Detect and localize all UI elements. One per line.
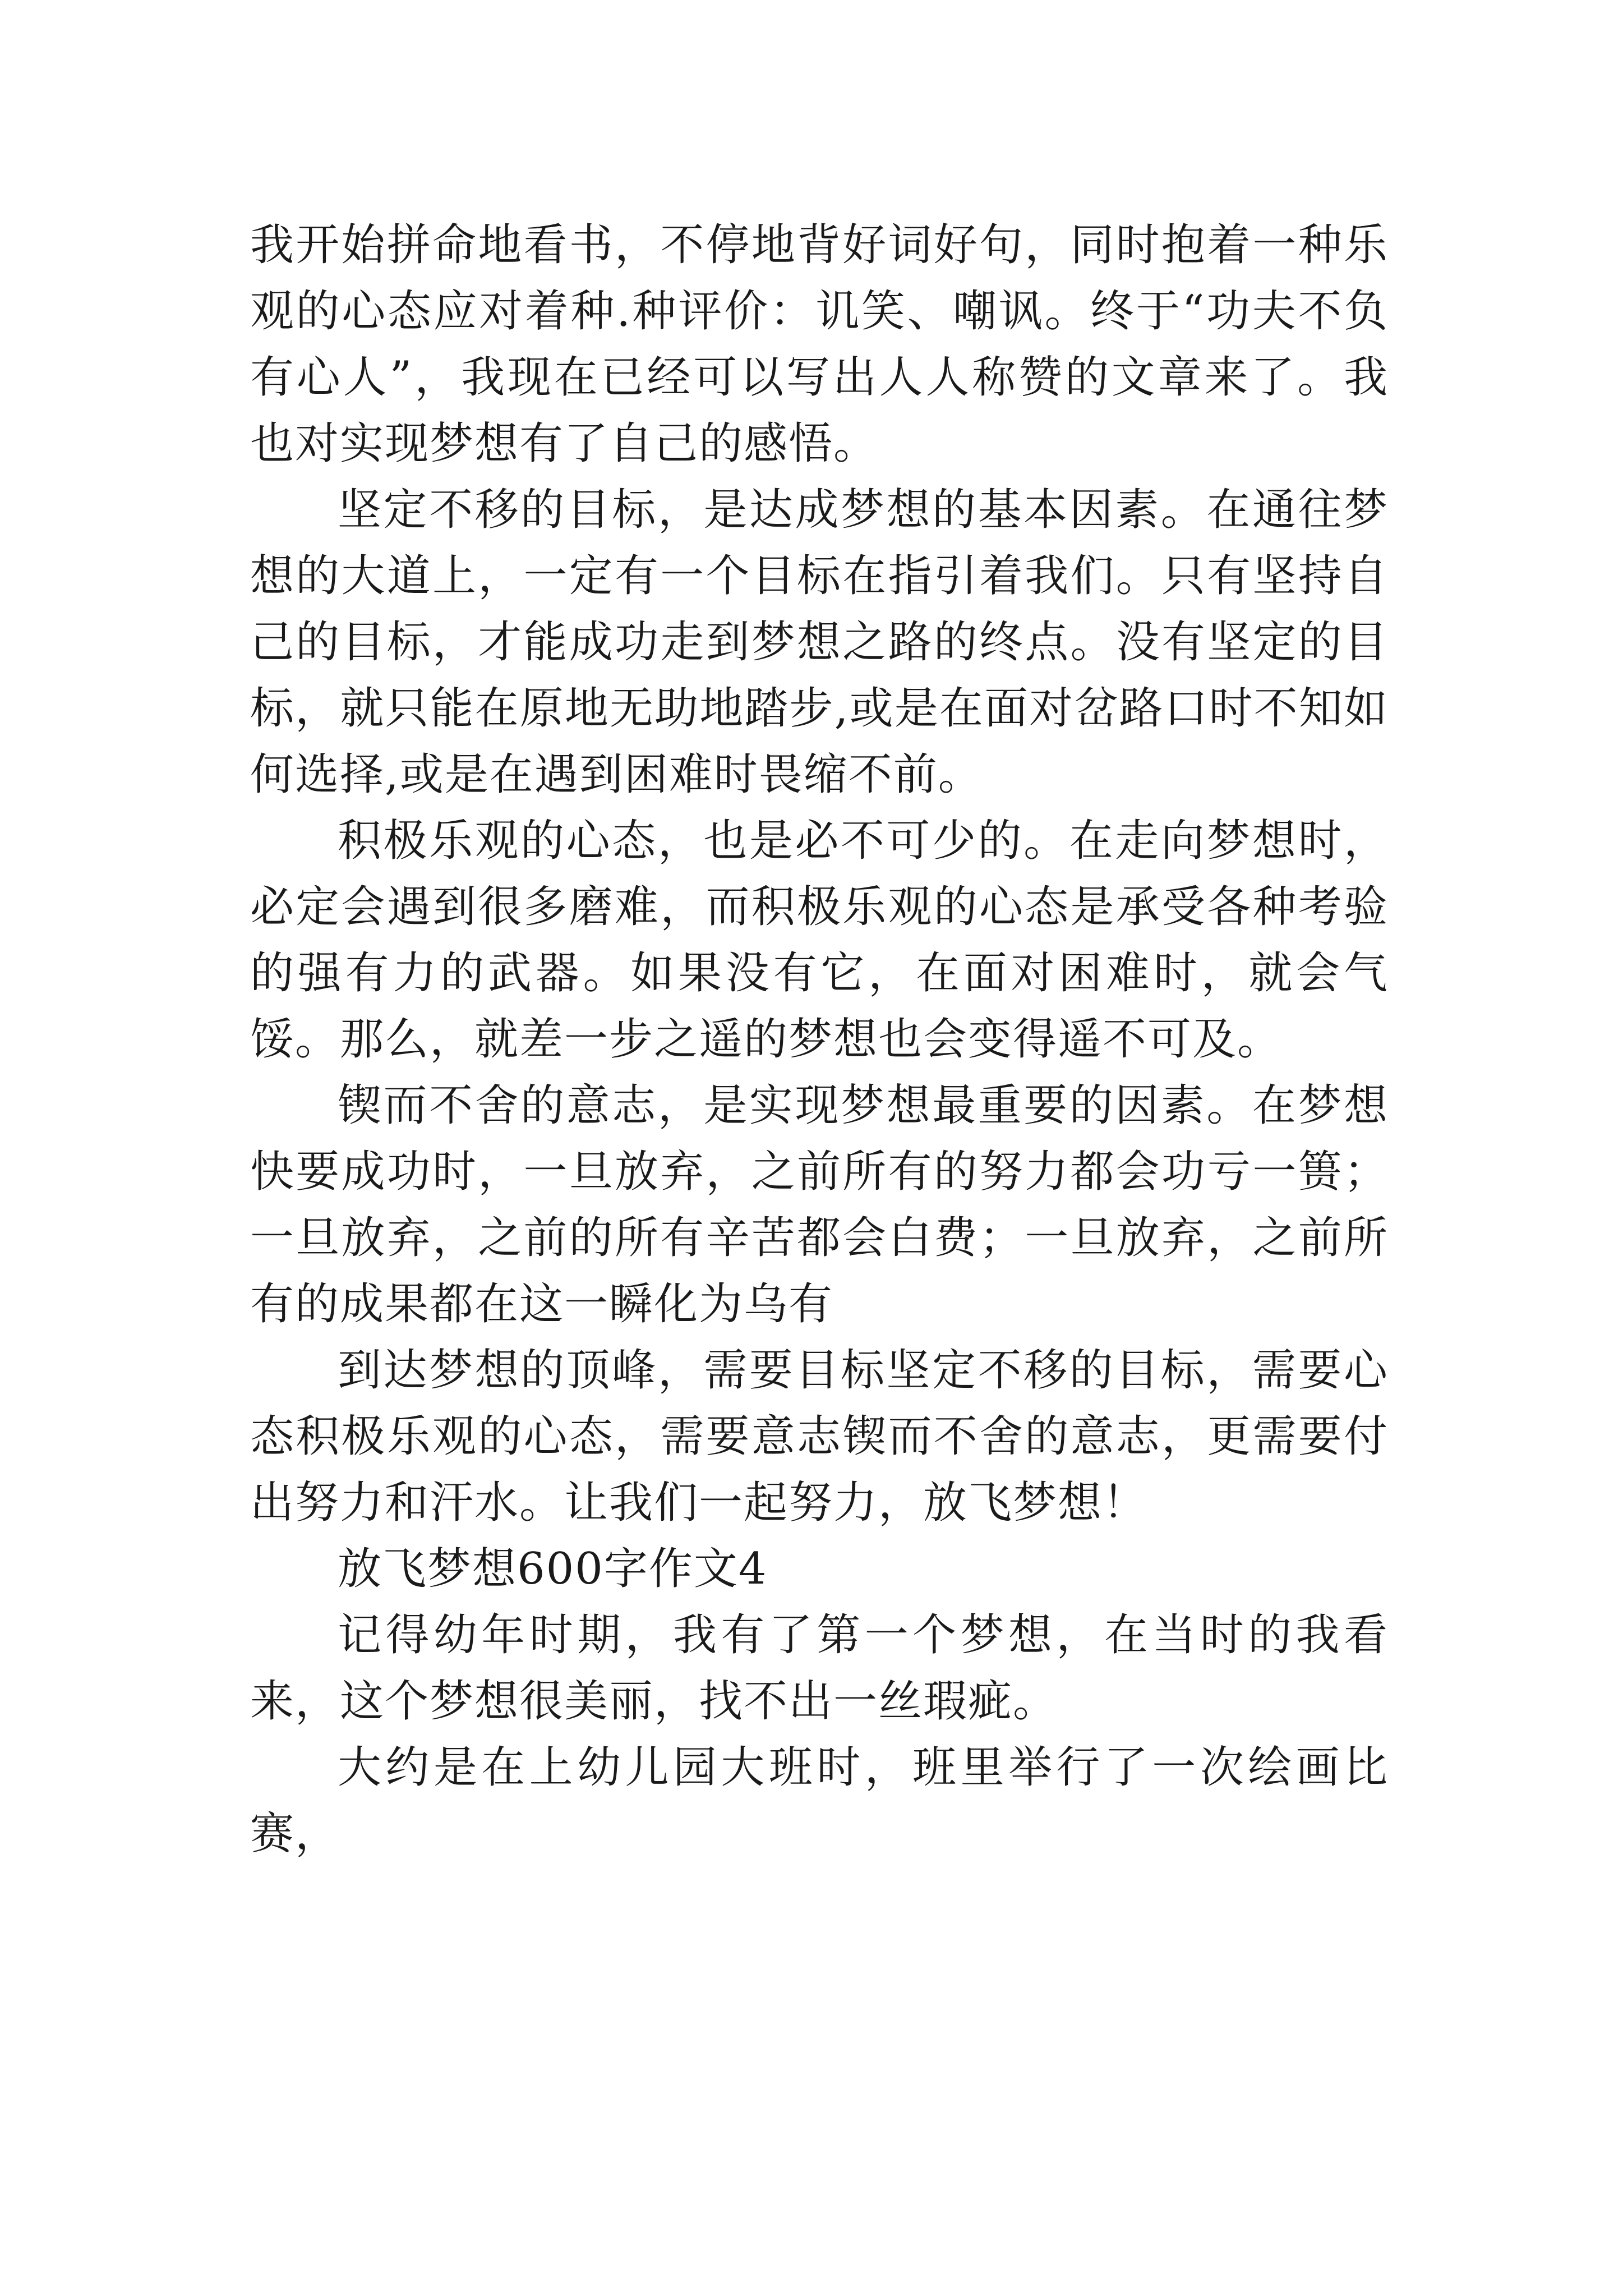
paragraph-goal: 坚定不移的目标，是达成梦想的基本因素。在通往梦想的大道上，一定有一个目标在指引着我们。只有坚持自己的目标，才能成功走到梦想之路的终点。没有坚定的目标，就只能在原地无助地踏步,或是在面对岔路口时不知如何选择,或是在遇到困难时畏缩不前。 [250,485,1389,800]
paragraph-conclusion: 到达梦想的顶峰，需要目标坚定不移的目标，需要心态积极乐观的心态，需要意志锲而不舍的意志，更需要付出努力和汗水。让我们一起努力，放飞梦想！ [250,1345,1389,1528]
document-body [250,212,1389,1867]
paragraph-contest: 大约是在上幼儿园大班时，班里举行了一次绘画比赛， [250,1742,1389,1859]
paragraph-will: 锲而不舍的意志，是实现梦想最重要的因素。在梦想快要成功时，一旦放弃，之前所有的努力都会功亏一篑；一旦放弃，之前的所有辛苦都会白费；一旦放弃，之前所有的成果都在这一瞬化为乌有 [250,1080,1389,1329]
paragraph-childhood: 记得幼年时期，我有了第一个梦想，在当时的我看来，这个梦想很美丽，找不出一丝瑕疵。 [250,1610,1389,1727]
paragraph-continuation: 我开始拼命地看书，不停地背好词好句，同时抱着一种乐观的心态应对着种.种评价：讥笑、嘲讽。终于“功夫不负有心人”，我现在已经可以写出人人称赞的文章来了。我也对实现梦想有了自己的感悟。 [250,220,1389,469]
paragraph-attitude: 积极乐观的心态，也是必不可少的。在走向梦想时，必定会遇到很多磨难，而积极乐观的心态是承受各种考验的强有力的武器。如果没有它，在面对困难时，就会气馁。那么，就差一步之遥的梦想也会变得遥不可及。 [250,816,1389,1065]
essay-heading: 放飞梦想600字作文4 [338,1544,768,1594]
